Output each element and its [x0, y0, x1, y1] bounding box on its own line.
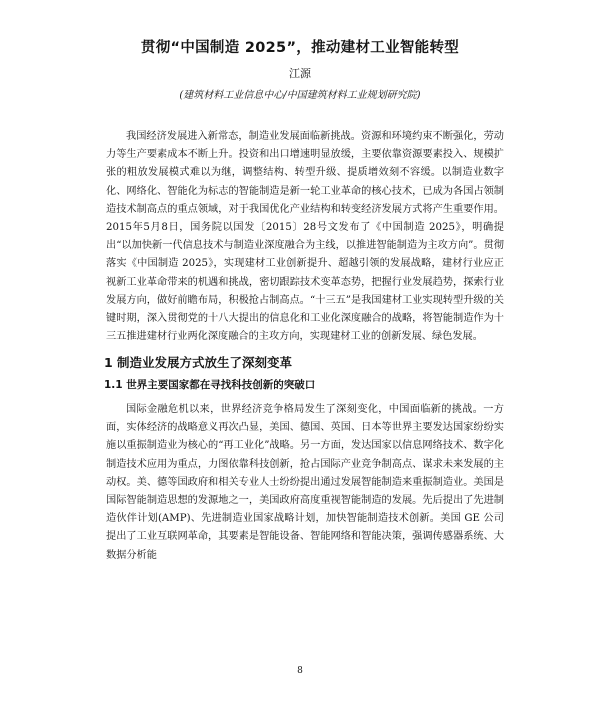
author-affiliation: (建筑材料工业信息中心/中国建筑材料工业规划研究院)	[179, 90, 421, 101]
section-paragraph: 国际金融危机以来，世界经济竞争格局发生了深刻变化，中国面临新的挑战。一方面，实体经济的战略意义再次凸显，美国、德国、英国、日本等世界主要发达国家纷纷实施以重振制造业为核心的“再工业化”战略。另一方面，发达国家以信息网络技术、数字化制造技术应用为重点，力图依靠科技创新，抢占国际产业竞争制高点、谋求未来发展的主动权。美、德等国政府和相关专业人士纷纷提出通过发展智能制造来重振制造业。美国是国际智能制造思想的发源地之一，美国政府高度重视智能制造的发展。先后提出了先进制造伙伴计划(AMP)、先进制造业国家战略计划，加快智能制造技术创新。美国 GE 公司提出了工业互联网革命，其要素是智能设备、智能网络和智能决策，强调传感器系统、大数据分析能	[106, 404, 504, 561]
author-name: 江源	[289, 67, 311, 80]
page-number: 8	[297, 666, 303, 676]
article-title: 贯彻“中国制造 2025”，推动建材工业智能转型	[140, 40, 460, 56]
intro-paragraph: 我国经济发展进入新常态，制造业发展面临新挑战。资源和环境约束不断强化，劳动力等生产要素成本不断上升。投资和出口增速明显放缓，主要依靠资源要素投入、规模扩张的粗放发展模式难以为继，调整结构、转型升级、提质增效刻不容缓。以制造业数字化、网络化、智能化为标志的智能制造是新一轮工业革命的核心技术，已成为各国占领制造技术制高点的重点领域，对于我国优化产业结构和转变经济发展方式将产生重要作用。2015年5月8日，国务院以国发〔2015〕28号文发布了《中国制造 2025》，明确提出“以加快新一代信息技术与制造业深度融合为主线，以推进智能制造为主攻方向”。贯彻落实《中国制造 2025》，实现建材工业创新提升、超越引领的发展战略，建材行业应正视新工业革命带来的机遇和挑战，密切跟踪技术变革态势，把握行业发展趋势，探索行业发展方向，做好前瞻布局，积极抢占制高点。“十三五”是我国建材工业实现转型升级的关键时期，深入贯彻党的十八大提出的信息化和工业化深度融合的战略，将智能制造作为十三五推进建材行业两化深度融合的主攻方向，实现建材工业的创新发展、绿色发展。	[106, 131, 504, 343]
subsection-heading: 1.1 世界主要国家都在寻找科技创新的突破口	[104, 379, 316, 391]
section-heading: 1 制造业发展方式放生了深刻变革	[104, 355, 293, 370]
